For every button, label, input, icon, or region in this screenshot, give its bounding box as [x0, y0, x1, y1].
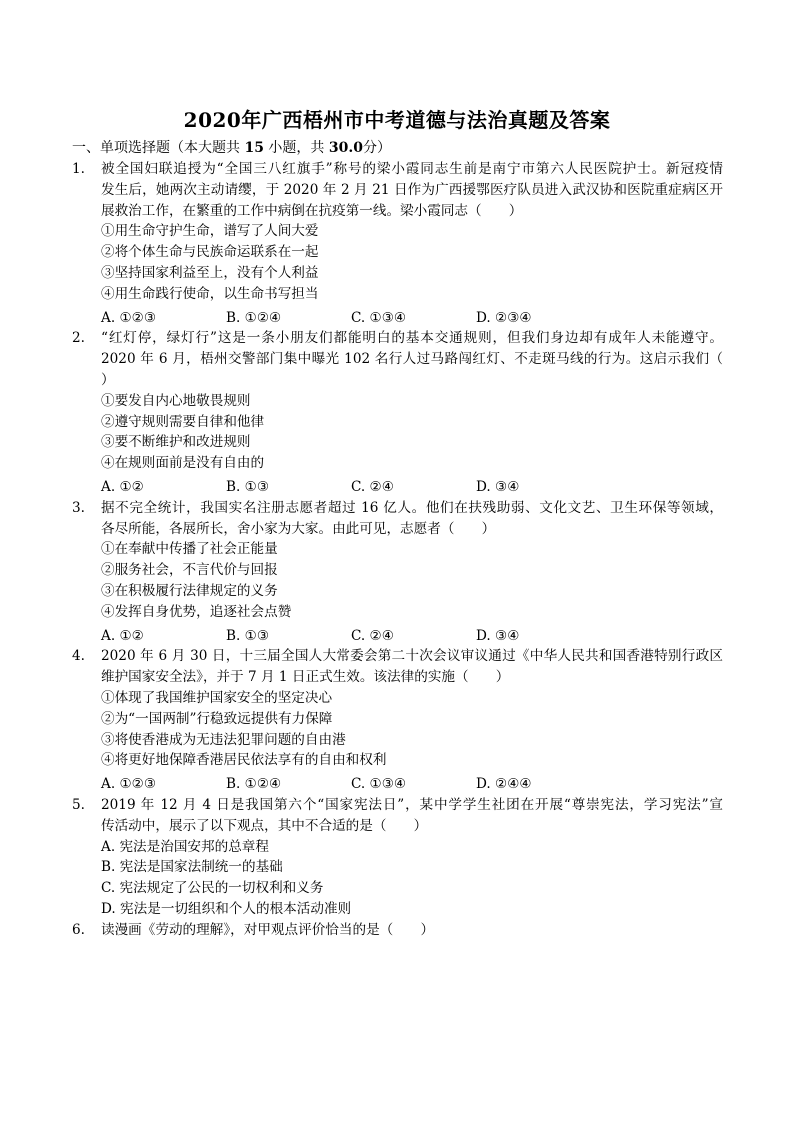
answer-option: C. 宪法规定了公民的一切权利和义务 — [101, 880, 324, 897]
answer-option: B. ①②④ — [226, 776, 282, 793]
question-stem-line: ） — [101, 371, 115, 388]
section-suffix: 分） — [362, 140, 391, 156]
question-body — [101, 646, 723, 795]
question-body — [101, 159, 723, 328]
statement-item: ①体现了我国维护国家安全的坚定决心 — [101, 689, 333, 706]
statement-item: ②为“一国两制”行稳致远提供有力保障 — [101, 710, 333, 727]
statement-item: ③要不断维护和改进规则 — [101, 434, 251, 451]
question-stem-line: 2020 年 6 月 30 日，十三届全国人大常委会第二十次会议审议通过《中华人民共和国香港特别行政区 — [101, 648, 723, 665]
answer-options — [101, 477, 723, 498]
answer-options — [101, 626, 723, 647]
question-body — [101, 498, 723, 647]
total-score: 30.0 — [328, 140, 363, 156]
question-stem-line: 2019 年 12 月 4 日是我国第六个“国家宪法日”，某中学学生社团在开展“尊崇宪法，学习宪法”宣 — [101, 796, 723, 813]
question — [72, 920, 723, 941]
answer-option: B. ①③ — [226, 627, 270, 644]
question-number: 5. — [72, 796, 85, 813]
question-number: 4. — [72, 648, 85, 665]
answer-options — [101, 308, 723, 329]
answer-option: A. ①②③ — [101, 309, 157, 326]
question-number: 3. — [72, 499, 85, 516]
statement-item: ①用生命守护生命，谱写了人间大爱 — [101, 223, 319, 240]
statement-item: ④将更好地保障香港居民依法享有的自由和权利 — [101, 752, 387, 769]
question-stem-line: 各尽所能，各展所长，舍小家为大家。由此可见，志愿者（ ） — [101, 520, 496, 537]
question — [72, 159, 723, 328]
answer-option: A. ①② — [101, 627, 144, 644]
statement-item: ③在积极履行法律规定的义务 — [101, 582, 278, 599]
answer-option: D. ②④④ — [476, 776, 532, 793]
question-stem-line: 传活动中，展示了以下观点，其中不合适的是（ ） — [101, 817, 428, 834]
statement-item: ④在规则面前是没有自由的 — [101, 455, 265, 472]
answer-option: B. 宪法是国家法制统一的基础 — [101, 859, 283, 876]
question-stem-line: 2020 年 6 月，梧州交警部门集中曝光 102 名行人过马路闯红灯、不走斑马线的行为。这启示我们（ — [101, 351, 723, 368]
question-stem-line: “红灯停，绿灯行”这是一条小朋友们都能明白的基本交通规则，但我们身边却有成年人未能遵守。 — [101, 330, 723, 347]
statement-item: ③坚持国家利益至上，没有个人利益 — [101, 264, 319, 281]
answer-option: A. 宪法是治国安邦的总章程 — [101, 838, 269, 855]
statement-item: ①要发自内心地敬畏规则 — [101, 392, 251, 409]
answer-option: C. ①③④ — [351, 309, 407, 326]
answer-option: A. ①② — [101, 478, 144, 495]
statement-item: ②遵守规则需要自律和他律 — [101, 413, 265, 430]
question-stem-line: 被全国妇联追授为“全国三八红旗手”称号的梁小霞同志生前是南宁市第六人民医院护士。新冠疫情 — [101, 161, 723, 177]
question-stem-line: 据不完全统计，我国实名注册志愿者超过 16 亿人。他们在扶残助弱、文化文艺、卫生环保等领域， — [101, 499, 723, 516]
section-mid: 小题，共 — [263, 140, 329, 156]
statement-item: ④用生命践行使命，以生命书写担当 — [101, 285, 319, 302]
question-stem-line: 发生后，她两次主动请缨，于 2020 年 2 月 21 日作为广西援鄂医疗队员进入武汉协和医院重症病区开 — [101, 181, 723, 198]
question-body — [101, 920, 723, 941]
question-number: 6. — [72, 921, 85, 938]
document-title: 2020年广西梧州市中考道德与法治真题及答案 — [183, 108, 611, 132]
question — [72, 328, 723, 497]
answer-option: D. 宪法是一切组织和个人的根本活动准则 — [101, 900, 352, 917]
question-count: 15 — [244, 140, 264, 156]
answer-option: C. ②④ — [351, 627, 394, 644]
statement-item: ③将使香港成为无违法犯罪问题的自由港 — [101, 731, 346, 748]
statement-item: ②将个体生命与民族命运联系在一起 — [101, 244, 319, 261]
answer-option: C. ①③④ — [351, 776, 407, 793]
answer-options — [101, 774, 723, 795]
question — [72, 795, 723, 920]
statement-item: ④发挥自身优势，追逐社会点赞 — [101, 603, 292, 620]
section-heading — [72, 138, 391, 158]
question-body — [101, 795, 723, 920]
section-prefix: 一、单项选择题（本大题共 — [72, 140, 245, 156]
answer-option: D. ②③④ — [476, 309, 532, 326]
answer-option: D. ③④ — [476, 627, 520, 644]
answer-option: B. ①②④ — [226, 309, 282, 326]
answer-option: C. ②④ — [351, 478, 394, 495]
statement-item: ①在奉献中传播了社会正能量 — [101, 541, 278, 558]
question-list — [72, 159, 723, 940]
answer-option: A. ①②③ — [101, 776, 157, 793]
question-stem-line: 读漫画《劳动的理解》，对甲观点评价恰当的是（ ） — [101, 921, 435, 938]
question-number: 1. — [72, 161, 85, 177]
answer-option: B. ①③ — [226, 478, 270, 495]
question — [72, 646, 723, 795]
question — [72, 498, 723, 647]
question-body — [101, 328, 723, 497]
question-stem-line: 维护国家安全法》，并于 7 月 1 日正式生效。该法律的实施（ ） — [101, 669, 510, 686]
question-stem-line: 展救治工作，在繁重的工作中病倒在抗疫第一线。梁小霞同志（ ） — [101, 202, 523, 219]
answer-option: D. ③④ — [476, 478, 520, 495]
question-number: 2. — [72, 330, 85, 347]
statement-item: ②服务社会，不言代价与回报 — [101, 562, 278, 579]
